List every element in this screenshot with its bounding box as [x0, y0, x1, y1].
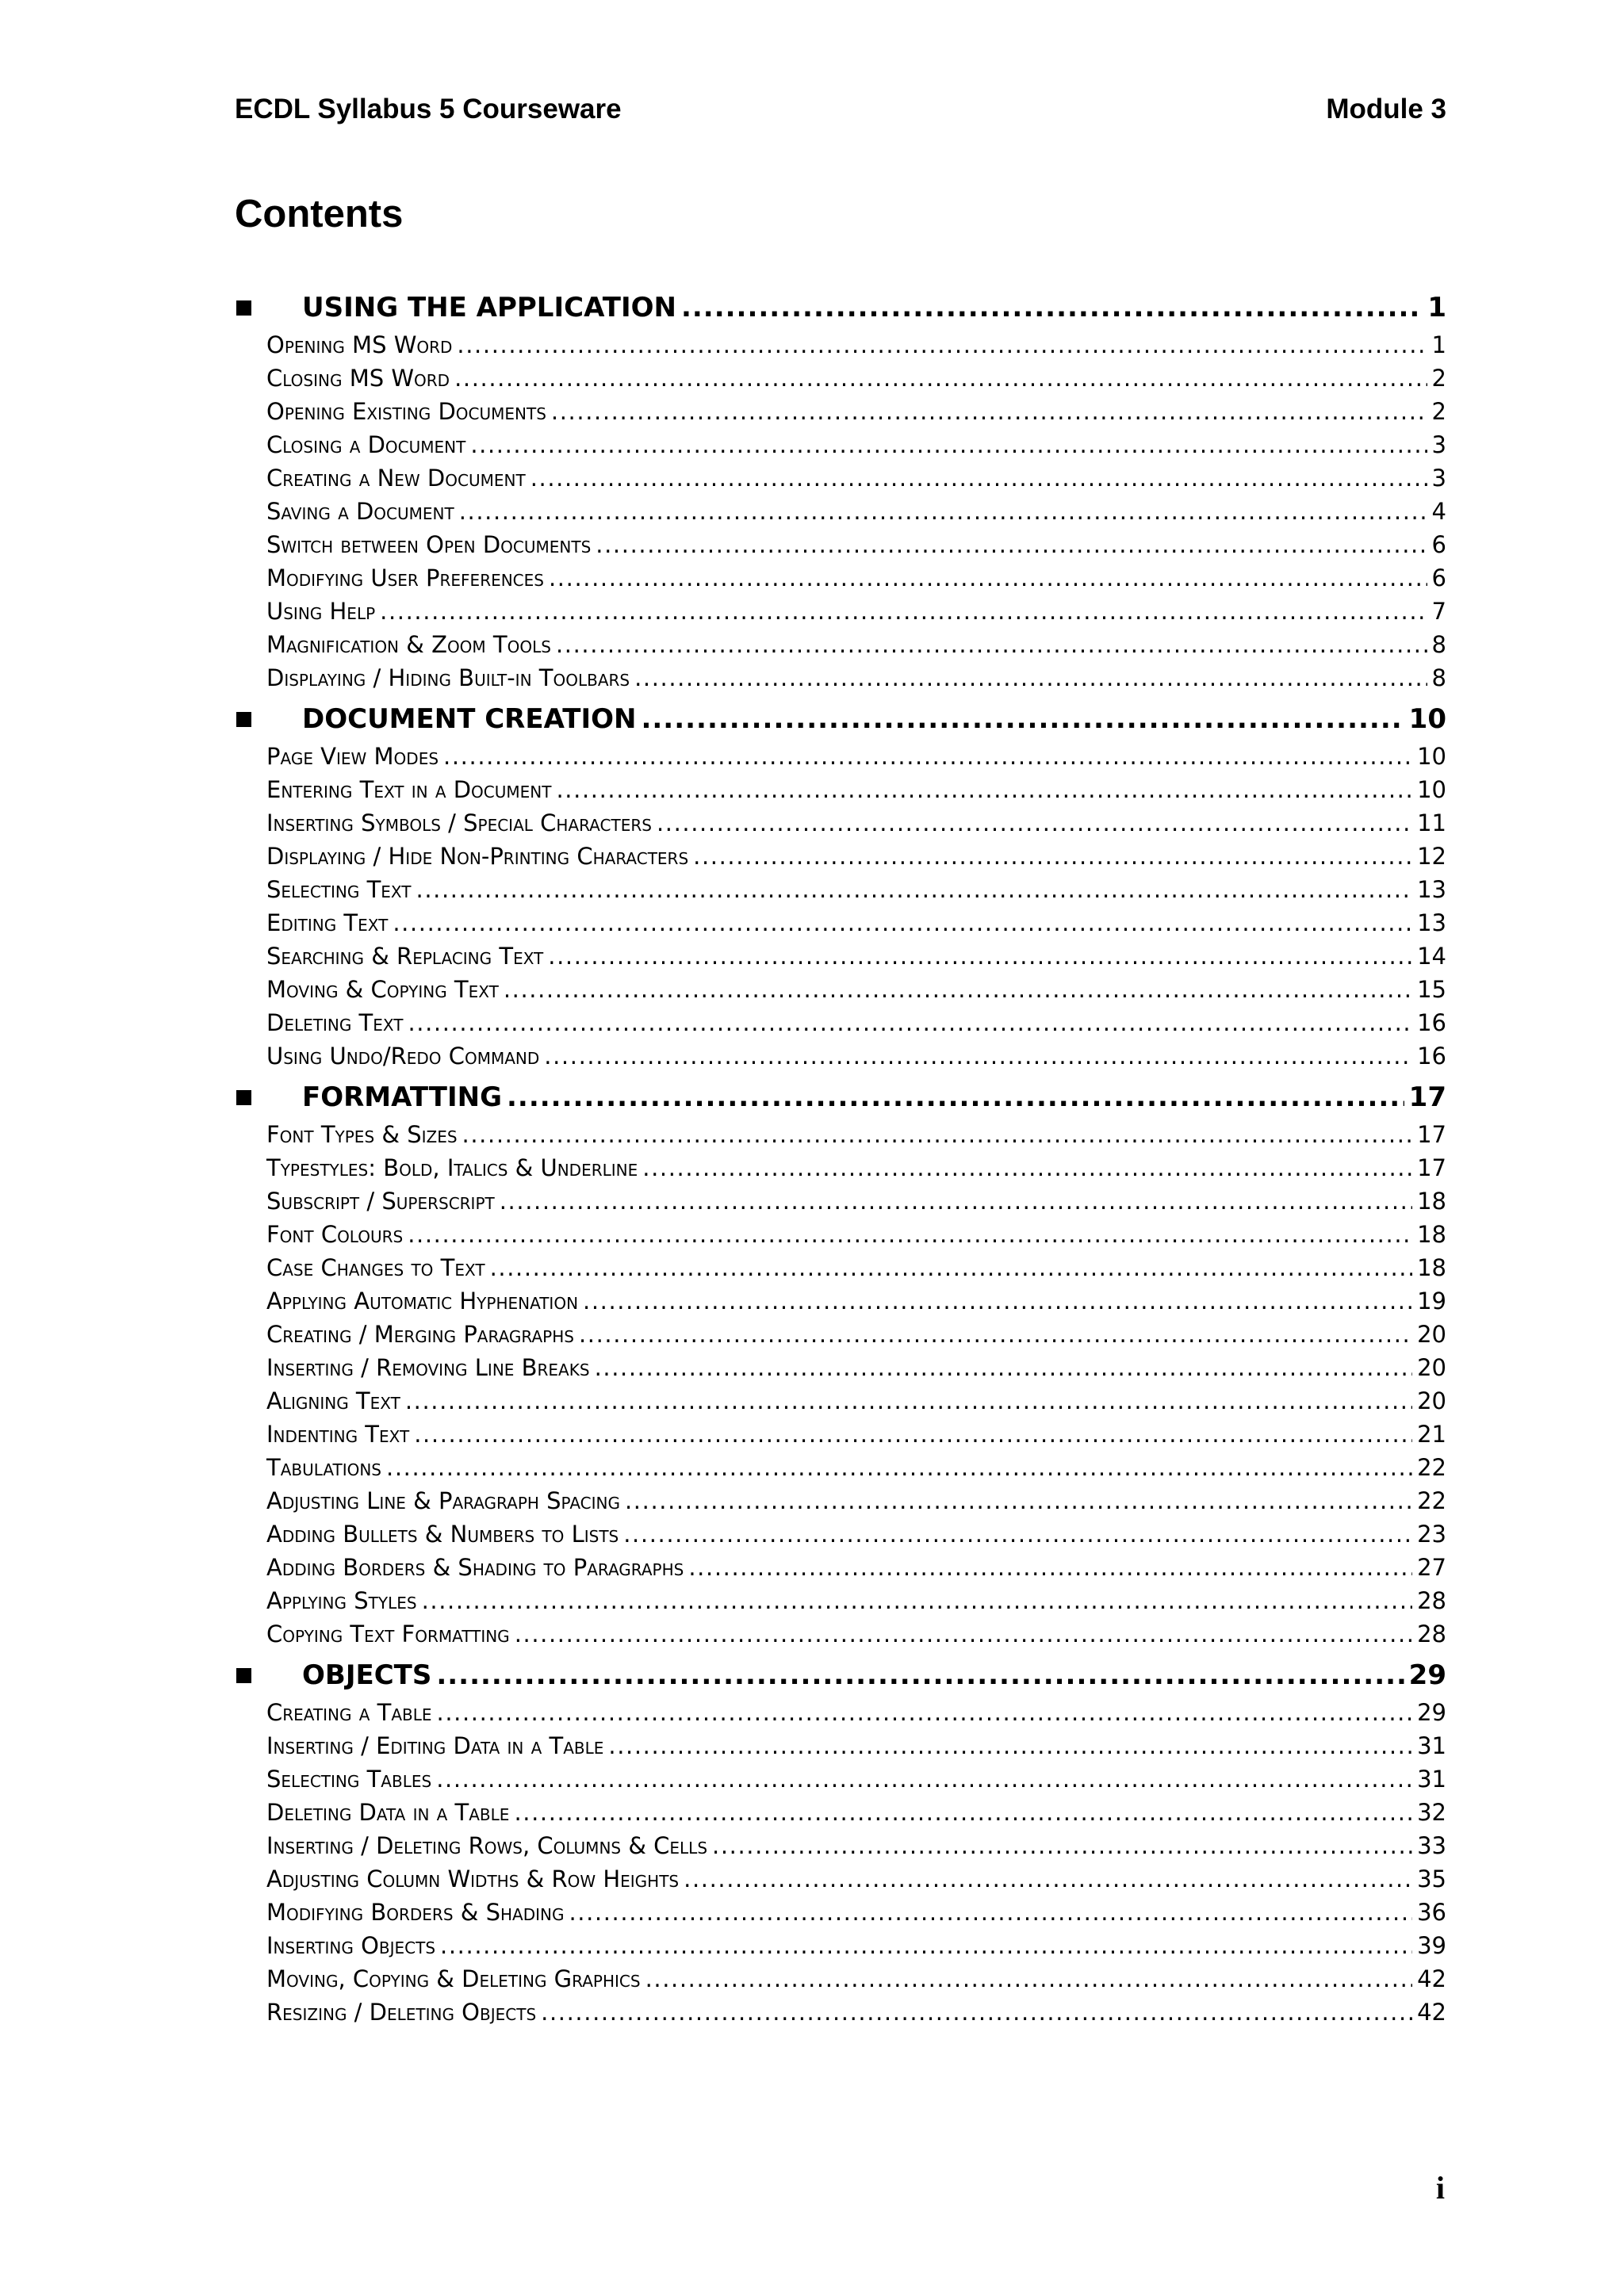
- toc-entry-page: 35: [1417, 1866, 1446, 1892]
- toc-entry-label: Closing MS Word: [266, 365, 450, 392]
- toc-entry-page: 18: [1417, 1221, 1446, 1248]
- toc-entry[interactable]: [235, 1284, 1446, 1318]
- toc-entry-label: Deleting Data in a Table: [266, 1799, 510, 1826]
- header-module: Module 3: [1326, 94, 1446, 124]
- dot-leader: [556, 776, 1412, 803]
- dot-leader: [688, 1554, 1412, 1581]
- toc-entry[interactable]: [235, 1762, 1446, 1796]
- toc-entry[interactable]: [235, 973, 1446, 1006]
- dot-leader: [681, 292, 1423, 323]
- toc-entry-label: Entering Text in a Document: [266, 776, 552, 803]
- toc-entry[interactable]: [235, 461, 1446, 495]
- toc-entry[interactable]: [235, 1118, 1446, 1151]
- toc-entry-label: Searching & Replacing Text: [266, 943, 544, 970]
- toc-entry[interactable]: [235, 395, 1446, 428]
- dot-leader: [440, 1932, 1412, 1959]
- toc-entry-page: 28: [1417, 1587, 1446, 1614]
- dot-leader: [544, 1043, 1412, 1070]
- dot-leader: [712, 1832, 1412, 1859]
- toc-entry[interactable]: [235, 1451, 1446, 1484]
- dot-leader: [541, 1999, 1412, 2026]
- toc-section-heading[interactable]: [235, 287, 1446, 328]
- toc-entry-page: 23: [1417, 1521, 1446, 1548]
- toc-entry-page: 21: [1417, 1421, 1446, 1448]
- toc-entry[interactable]: [235, 1384, 1446, 1418]
- toc-entry-list: [235, 1118, 1446, 1651]
- toc-entry-page: 3: [1431, 431, 1446, 458]
- toc-entry[interactable]: [235, 1929, 1446, 1962]
- toc-entry[interactable]: [235, 362, 1446, 395]
- toc-entry-label: Adjusting Line & Paragraph Spacing: [266, 1487, 620, 1514]
- dot-leader: [416, 876, 1413, 903]
- toc-entry[interactable]: [235, 1251, 1446, 1284]
- dot-leader: [408, 1221, 1412, 1248]
- dot-leader: [596, 531, 1427, 558]
- dot-leader: [515, 1621, 1412, 1647]
- toc-entry-page: 18: [1417, 1254, 1446, 1281]
- toc-entry[interactable]: [235, 1184, 1446, 1218]
- dot-leader: [386, 1454, 1412, 1481]
- toc-entry-page: 22: [1417, 1487, 1446, 1514]
- toc-entry-page: 10: [1417, 776, 1446, 803]
- toc-entry-page: 42: [1417, 1999, 1446, 2026]
- toc-entry-label: Modifying User Preferences: [266, 564, 544, 591]
- toc-entry[interactable]: [235, 1006, 1446, 1039]
- toc-entry[interactable]: [235, 328, 1446, 362]
- dot-leader: [436, 1659, 1404, 1691]
- toc-section-title: USING THE APPLICATION: [302, 292, 676, 323]
- toc-entry[interactable]: [235, 561, 1446, 595]
- toc-entry[interactable]: [235, 873, 1446, 906]
- toc-entry[interactable]: [235, 1551, 1446, 1584]
- dot-leader: [443, 743, 1412, 770]
- toc-entry-page: 31: [1417, 1766, 1446, 1793]
- toc-section-title: OBJECTS: [302, 1659, 432, 1691]
- toc-entry[interactable]: [235, 661, 1446, 695]
- dot-leader: [393, 909, 1412, 936]
- dot-leader: [530, 465, 1427, 492]
- dot-leader: [405, 1387, 1412, 1414]
- toc-entry-page: 14: [1417, 943, 1446, 970]
- dot-leader: [641, 703, 1404, 735]
- dot-leader: [693, 843, 1412, 870]
- toc-entry-label: Page View Modes: [266, 743, 439, 770]
- dot-leader: [642, 1154, 1412, 1181]
- toc-entry-page: 15: [1417, 976, 1446, 1003]
- table-of-contents: [235, 287, 1446, 2029]
- dot-leader: [579, 1321, 1412, 1348]
- toc-entry-label: Creating / Merging Paragraphs: [266, 1321, 574, 1348]
- toc-entry[interactable]: [235, 1318, 1446, 1351]
- toc-entry-page: 17: [1417, 1121, 1446, 1148]
- toc-entry[interactable]: [235, 1039, 1446, 1073]
- toc-section-page: 10: [1408, 703, 1446, 735]
- toc-entry-label: Resizing / Deleting Objects: [266, 1999, 537, 2026]
- toc-entry-page: 8: [1431, 664, 1446, 691]
- dot-leader: [549, 564, 1427, 591]
- toc-entry-label: Switch between Open Documents: [266, 531, 592, 558]
- dot-leader: [504, 976, 1412, 1003]
- dot-leader: [623, 1521, 1412, 1548]
- toc-entry-label: Font Types & Sizes: [266, 1121, 458, 1148]
- dot-leader: [462, 1121, 1413, 1148]
- toc-entry[interactable]: [235, 906, 1446, 939]
- toc-entry-page: 7: [1431, 598, 1446, 625]
- toc-entry[interactable]: [235, 1862, 1446, 1896]
- dot-leader: [436, 1766, 1412, 1793]
- dot-leader: [595, 1354, 1413, 1381]
- toc-entry-page: 13: [1417, 876, 1446, 903]
- toc-entry-page: 19: [1417, 1288, 1446, 1314]
- toc-entry-label: Selecting Text: [266, 876, 412, 903]
- toc-section-heading[interactable]: [235, 698, 1446, 740]
- toc-entry-label: Inserting Symbols / Special Characters: [266, 809, 652, 836]
- toc-entry-label: Typestyles: Bold, Italics & Underline: [266, 1154, 638, 1181]
- toc-entry[interactable]: [235, 1218, 1446, 1251]
- toc-entry-page: 13: [1417, 909, 1446, 936]
- toc-entry-label: Tabulations: [266, 1454, 381, 1481]
- dot-leader: [457, 331, 1427, 358]
- toc-entry[interactable]: [235, 1696, 1446, 1729]
- toc-section-page: 17: [1408, 1081, 1446, 1113]
- dot-leader: [608, 1732, 1412, 1759]
- dot-leader: [414, 1421, 1412, 1448]
- toc-entry-page: 20: [1417, 1321, 1446, 1348]
- toc-entry[interactable]: [235, 840, 1446, 873]
- toc-entry-label: Editing Text: [266, 909, 389, 936]
- toc-entry-label: Modifying Borders & Shading: [266, 1899, 565, 1926]
- toc-entry-label: Adding Bullets & Numbers to Lists: [266, 1521, 619, 1548]
- toc-entry[interactable]: [235, 428, 1446, 461]
- toc-entry-page: 8: [1431, 631, 1446, 658]
- dot-leader: [548, 943, 1412, 970]
- dot-leader: [657, 809, 1412, 836]
- toc-entry[interactable]: [235, 528, 1446, 561]
- toc-entry-label: Inserting / Editing Data in a Table: [266, 1732, 604, 1759]
- dot-leader: [470, 431, 1427, 458]
- toc-entry-page: 42: [1417, 1965, 1446, 1992]
- toc-entry-page: 16: [1417, 1043, 1446, 1070]
- toc-entry-label: Case Changes to Text: [266, 1254, 485, 1281]
- toc-entry-label: Saving a Document: [266, 498, 454, 525]
- toc-entry-label: Copying Text Formatting: [266, 1621, 510, 1647]
- dot-leader: [625, 1487, 1412, 1514]
- toc-entry-label: Indenting Text: [266, 1421, 410, 1448]
- dot-leader: [422, 1587, 1413, 1614]
- toc-entry-page: 32: [1417, 1799, 1446, 1826]
- toc-entry[interactable]: [235, 1617, 1446, 1651]
- toc-entry-label: Adjusting Column Widths & Row Heights: [266, 1866, 680, 1892]
- toc-entry[interactable]: [235, 1896, 1446, 1929]
- toc-entry[interactable]: [235, 1584, 1446, 1617]
- toc-entry-label: Using Undo/Redo Command: [266, 1043, 540, 1070]
- square-bullet-icon: [236, 712, 251, 727]
- toc-entry-page: 29: [1417, 1699, 1446, 1726]
- toc-entry-page: 22: [1417, 1454, 1446, 1481]
- dot-leader: [437, 1699, 1413, 1726]
- toc-entry-page: 36: [1417, 1899, 1446, 1926]
- toc-entry[interactable]: [235, 595, 1446, 628]
- toc-entry-label: Deleting Text: [266, 1009, 404, 1036]
- dot-leader: [380, 598, 1427, 625]
- toc-entry-label: Adding Borders & Shading to Paragraphs: [266, 1554, 684, 1581]
- dot-leader: [551, 398, 1427, 425]
- toc-entry-label: Magnification & Zoom Tools: [266, 631, 551, 658]
- toc-entry-page: 18: [1417, 1188, 1446, 1215]
- toc-entry-label: Inserting / Removing Line Breaks: [266, 1354, 590, 1381]
- toc-entry-list: [235, 740, 1446, 1073]
- toc-entry-label: Font Colours: [266, 1221, 404, 1248]
- toc-entry-page: 10: [1417, 743, 1446, 770]
- toc-entry[interactable]: [235, 628, 1446, 661]
- dot-leader: [459, 498, 1427, 525]
- toc-entry-label: Moving, Copying & Deleting Graphics: [266, 1965, 641, 1992]
- toc-entry-page: 12: [1417, 843, 1446, 870]
- dot-leader: [645, 1965, 1413, 1992]
- toc-entry-label: Opening Existing Documents: [266, 398, 546, 425]
- toc-entry[interactable]: [235, 1151, 1446, 1184]
- page-header: [235, 94, 1446, 125]
- toc-entry[interactable]: [235, 1517, 1446, 1551]
- toc-entry-label: Displaying / Hiding Built-in Toolbars: [266, 664, 630, 691]
- dot-leader: [514, 1799, 1412, 1826]
- toc-entry-label: Closing a Document: [266, 431, 466, 458]
- toc-section-page: 29: [1408, 1659, 1446, 1691]
- toc-entry-page: 3: [1431, 465, 1446, 492]
- toc-entry[interactable]: [235, 1796, 1446, 1829]
- dot-leader: [500, 1188, 1412, 1215]
- toc-entry-label: Opening MS Word: [266, 331, 453, 358]
- toc-entry-label: Using Help: [266, 598, 376, 625]
- toc-entry-page: 28: [1417, 1621, 1446, 1647]
- toc-entry-label: Displaying / Hide Non-Printing Characters: [266, 843, 689, 870]
- toc-entry-page: 6: [1431, 564, 1446, 591]
- toc-entry-page: 6: [1431, 531, 1446, 558]
- header-course-title: ECDL Syllabus 5 Courseware: [235, 94, 622, 124]
- toc-entry-label: Applying Styles: [266, 1587, 417, 1614]
- toc-section-title: FORMATTING: [302, 1081, 502, 1113]
- toc-section-title: DOCUMENT CREATION: [302, 703, 637, 735]
- toc-entry-label: Creating a Table: [266, 1699, 432, 1726]
- dot-leader: [490, 1254, 1413, 1281]
- square-bullet-icon: [236, 300, 251, 316]
- toc-entry-label: Moving & Copying Text: [266, 976, 499, 1003]
- toc-entry-label: Inserting Objects: [266, 1932, 436, 1959]
- toc-entry-label: Creating a New Document: [266, 465, 526, 492]
- toc-entry-label: Selecting Tables: [266, 1766, 432, 1793]
- toc-entry[interactable]: [235, 1418, 1446, 1451]
- toc-entry[interactable]: [235, 1962, 1446, 1996]
- toc-entry-page: 16: [1417, 1009, 1446, 1036]
- toc-entry-page: 1: [1431, 331, 1446, 358]
- dot-leader: [454, 365, 1427, 392]
- toc-entry-label: Aligning Text: [266, 1387, 400, 1414]
- toc-entry-label: Subscript / Superscript: [266, 1188, 495, 1215]
- toc-entry-label: Applying Automatic Hyphenation: [266, 1288, 579, 1314]
- toc-entry[interactable]: [235, 806, 1446, 840]
- dot-leader: [556, 631, 1427, 658]
- toc-entry[interactable]: [235, 1996, 1446, 2029]
- toc-entry[interactable]: [235, 740, 1446, 773]
- toc-section-heading[interactable]: [235, 1077, 1446, 1118]
- toc-entry-page: 4: [1431, 498, 1446, 525]
- toc-entry[interactable]: [235, 1351, 1446, 1384]
- toc-entry[interactable]: [235, 1484, 1446, 1517]
- square-bullet-icon: [236, 1090, 251, 1105]
- toc-entry-page: 11: [1417, 809, 1446, 836]
- dot-leader: [634, 664, 1427, 691]
- dot-leader: [507, 1081, 1404, 1113]
- toc-entry-page: 39: [1417, 1932, 1446, 1959]
- toc-entry[interactable]: [235, 495, 1446, 528]
- toc-section-heading[interactable]: [235, 1655, 1446, 1696]
- toc-entry[interactable]: [235, 939, 1446, 973]
- dot-leader: [583, 1288, 1412, 1314]
- toc-entry-page: 31: [1417, 1732, 1446, 1759]
- toc-entry-label: Inserting / Deleting Rows, Columns & Cells: [266, 1832, 708, 1859]
- toc-entry-page: 2: [1431, 365, 1446, 392]
- toc-section-page: 1: [1427, 292, 1446, 323]
- toc-entry-page: 17: [1417, 1154, 1446, 1181]
- toc-entry-page: 27: [1417, 1554, 1446, 1581]
- toc-entry[interactable]: [235, 773, 1446, 806]
- dot-leader: [684, 1866, 1412, 1892]
- toc-entry-page: 2: [1431, 398, 1446, 425]
- page-title: Contents: [235, 193, 404, 235]
- toc-entry-list: [235, 328, 1446, 695]
- toc-entry[interactable]: [235, 1729, 1446, 1762]
- page-number: i: [1435, 2170, 1445, 2206]
- dot-leader: [408, 1009, 1412, 1036]
- square-bullet-icon: [236, 1668, 251, 1683]
- toc-entry-page: 33: [1417, 1832, 1446, 1859]
- toc-entry-page: 20: [1417, 1387, 1446, 1414]
- toc-entry-page: 20: [1417, 1354, 1446, 1381]
- dot-leader: [569, 1899, 1412, 1926]
- toc-entry-list: [235, 1696, 1446, 2029]
- toc-entry[interactable]: [235, 1829, 1446, 1862]
